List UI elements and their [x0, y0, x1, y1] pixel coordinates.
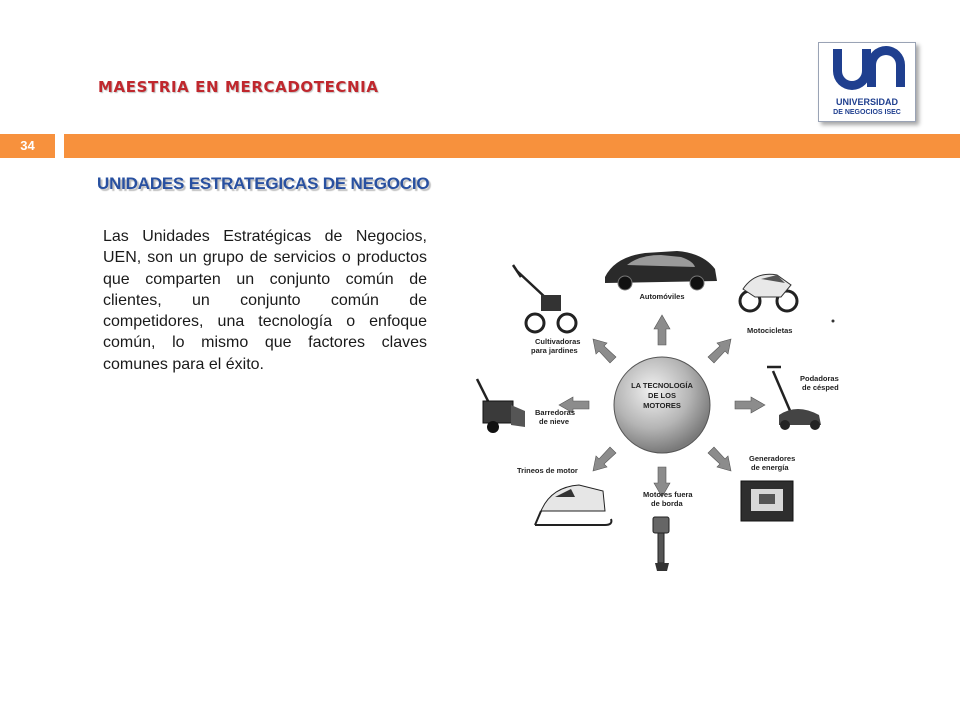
arrow-up — [654, 315, 670, 345]
outboard-motor-icon — [653, 517, 669, 571]
tiller-icon — [513, 265, 576, 332]
university-logo — [818, 42, 916, 122]
car-icon — [605, 251, 717, 290]
page-number: 34 — [0, 134, 55, 158]
label-trineos: Trineos de motor — [517, 466, 578, 475]
label-generadores-1: Generadores — [749, 454, 796, 463]
label-barredoras-2: de nieve — [539, 417, 570, 426]
logo-text-line2: DE NEGOCIOS ISEC — [833, 109, 901, 116]
center-label-2: DE LOS — [648, 391, 676, 400]
section-title: UNIDADES ESTRATEGICAS DE NEGOCIO — [97, 174, 430, 193]
label-motocicletas: Motocicletas — [747, 326, 793, 335]
label-generadores-2: de energía — [751, 463, 789, 472]
label-automoviles: Automóviles — [639, 292, 685, 301]
engine-technology-diagram — [455, 235, 855, 580]
body-paragraph: Las Unidades Estratégicas de Negocios, UEN, son un grupo de servicios o productos que comparten un conjunto común de clientes, un conjunto común de competidores, una tecnología o enfoque común, lo mismo que factores claves comunes para el éxito. — [103, 228, 427, 373]
logo-text-line1: UNIVERSIDAD — [835, 97, 899, 107]
center-label-1: LA TECNOLOGÍA — [631, 381, 693, 390]
arrow-up-right — [708, 339, 731, 363]
generator-icon — [741, 481, 793, 521]
snowmobile-icon — [535, 485, 611, 525]
arrow-down-right — [708, 447, 731, 471]
arrow-right — [735, 397, 765, 413]
label-podadoras-2: de césped — [802, 383, 839, 392]
label-podadoras-1: Podadoras — [800, 374, 839, 383]
label-motores-1: Motores fuera — [643, 490, 693, 499]
center-label-3: MOTORES — [643, 401, 681, 410]
course-title: MAESTRIA EN MERCADOTECNIA — [98, 78, 379, 96]
label-cultivadoras-1: Cultivadoras — [535, 337, 581, 346]
header-divider-bar — [64, 134, 960, 158]
label-motores-2: de borda — [651, 499, 683, 508]
label-barredoras-1: Barredoras — [535, 408, 576, 417]
motorcycle-icon — [740, 274, 797, 311]
snow-blower-icon — [477, 379, 525, 433]
arrow-up-left — [593, 339, 616, 363]
label-cultivadoras-2: para jardines — [531, 346, 578, 355]
arrow-down-left — [593, 447, 616, 471]
